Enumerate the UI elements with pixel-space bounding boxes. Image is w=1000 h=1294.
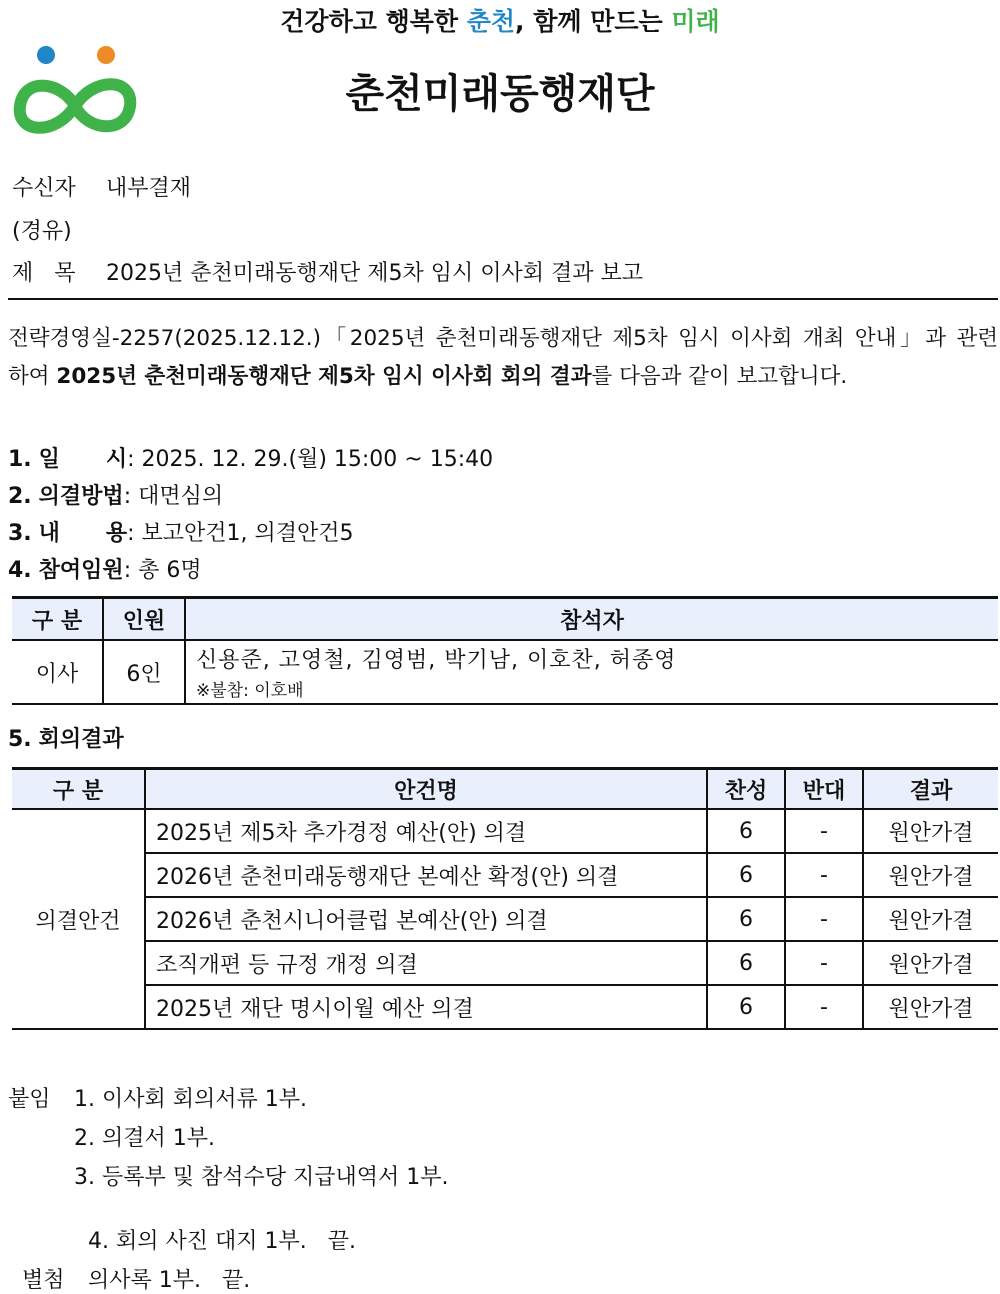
recipient-label: 수신자 bbox=[12, 176, 76, 201]
attachment-row-2 bbox=[74, 1121, 215, 1152]
agenda-no: - bbox=[785, 897, 863, 941]
agenda-result: 원안가결 bbox=[863, 809, 998, 853]
agenda-yes: 6 bbox=[707, 985, 785, 1029]
attendee-count: 6인 bbox=[103, 640, 185, 704]
attachment-item: 1. 이사회 회의서류 1부. bbox=[74, 1087, 307, 1112]
agenda-result: 원안가결 bbox=[863, 853, 998, 897]
item-value: : 총 6명 bbox=[123, 558, 202, 583]
header-no: 반대 bbox=[785, 769, 863, 810]
agenda-result: 원안가결 bbox=[863, 985, 998, 1029]
separate-row bbox=[8, 1238, 250, 1294]
body-line-2-pre: 하여 bbox=[8, 364, 57, 389]
results-heading bbox=[8, 722, 124, 753]
item-number: 4. bbox=[8, 558, 32, 583]
attendees-header-row bbox=[12, 598, 998, 641]
attachment-label: 붙임 bbox=[8, 1087, 51, 1112]
agenda-yes: 6 bbox=[707, 897, 785, 941]
agenda-title: 2026년 춘천미래동행재단 본예산 확정(안) 의결 bbox=[145, 853, 707, 897]
item-number: 1. bbox=[8, 447, 32, 472]
header-divider bbox=[8, 298, 998, 300]
slogan-pre: 건강하고 행복한 bbox=[280, 7, 467, 36]
item-number: 5. bbox=[8, 727, 32, 752]
agenda-title: 2025년 재단 명시이월 예산 의결 bbox=[145, 985, 707, 1029]
table-row bbox=[12, 897, 998, 941]
slogan-chuncheon: 춘천 bbox=[466, 7, 516, 36]
recipient-row bbox=[12, 171, 191, 202]
table-row bbox=[12, 941, 998, 985]
attendee-names: 신용준, 고영철, 김영범, 박기남, 이호찬, 허종영 bbox=[196, 648, 677, 673]
item-label: 참여임원 bbox=[38, 558, 124, 583]
item-value: : 대면심의 bbox=[123, 484, 224, 509]
agenda-yes: 6 bbox=[707, 809, 785, 853]
header-agenda: 안건명 bbox=[145, 769, 707, 810]
results-table bbox=[12, 767, 998, 1030]
separate-value: 의사록 1부. 끝. bbox=[88, 1268, 251, 1293]
agenda-yes: 6 bbox=[707, 853, 785, 897]
item-value: : 보고안건1, 의결안건5 bbox=[127, 521, 354, 546]
agenda-no: - bbox=[785, 809, 863, 853]
item-datetime bbox=[8, 442, 493, 473]
attendees-table bbox=[12, 596, 998, 705]
item-content bbox=[8, 516, 354, 547]
body-line-2 bbox=[8, 358, 998, 396]
absent-note: ※불참: 이호배 bbox=[196, 681, 304, 701]
table-row bbox=[12, 985, 998, 1029]
body-line-2-bold: 2025년 춘천미래동행재단 제5차 임시 이사회 회의 결과 bbox=[56, 364, 592, 389]
slogan bbox=[0, 2, 1000, 38]
results-header-row bbox=[12, 769, 998, 810]
attachment-item: 4. 회의 사진 대지 1부. 끝. bbox=[88, 1229, 356, 1254]
agenda-result: 원안가결 bbox=[863, 941, 998, 985]
slogan-mid: , 함께 만드는 bbox=[515, 7, 672, 36]
foundation-logo-icon bbox=[10, 38, 140, 138]
attendee-category: 이사 bbox=[12, 640, 103, 704]
item-participants bbox=[8, 553, 202, 584]
body-line-1: 전략경영실-2257(2025.12.12.)「2025년 춘천미래동행재단 제5차 임시 이사회 개최 안내」과 관련 bbox=[8, 326, 998, 351]
item-value: : 2025. 12. 29.(월) 15:00 ~ 15:40 bbox=[127, 447, 494, 472]
agenda-no: - bbox=[785, 985, 863, 1029]
agenda-title: 2025년 제5차 추가경정 예산(안) 의결 bbox=[145, 809, 707, 853]
agenda-result: 원안가결 bbox=[863, 897, 998, 941]
item-label: 회의결과 bbox=[38, 727, 124, 752]
via-row bbox=[12, 214, 72, 245]
item-label: 내 용 bbox=[38, 521, 128, 546]
agenda-title: 조직개편 등 규정 개정 의결 bbox=[145, 941, 707, 985]
header-category: 구 분 bbox=[12, 598, 103, 641]
org-name: 춘천미래동행재단 bbox=[345, 71, 655, 117]
table-row bbox=[12, 809, 998, 853]
item-number: 2. bbox=[8, 484, 32, 509]
item-label: 일 시 bbox=[38, 447, 128, 472]
results-category: 의결안건 bbox=[12, 809, 145, 1029]
item-number: 3. bbox=[8, 521, 32, 546]
body-paragraph bbox=[8, 320, 998, 396]
attachment-item: 2. 의결서 1부. bbox=[74, 1126, 215, 1151]
subject-row bbox=[12, 256, 643, 287]
separate-label: 별첨 bbox=[22, 1268, 65, 1293]
item-label: 의결방법 bbox=[38, 484, 124, 509]
attachment-item: 3. 등록부 및 참석수당 지급내역서 1부. bbox=[74, 1165, 449, 1190]
subject-value: 2025년 춘천미래동행재단 제5차 임시 이사회 결과 보고 bbox=[106, 261, 643, 286]
agenda-no: - bbox=[785, 941, 863, 985]
header-count: 인원 bbox=[103, 598, 185, 641]
slogan-future: 미래 bbox=[671, 7, 720, 36]
table-row bbox=[12, 853, 998, 897]
body-line-2-post: 를 다음과 같이 보고합니다. bbox=[591, 364, 848, 389]
via-label: (경유) bbox=[12, 219, 72, 244]
header-category: 구 분 bbox=[12, 769, 145, 810]
subject-label: 제 목 bbox=[12, 261, 76, 286]
attachment-row-1 bbox=[8, 1082, 307, 1113]
item-method bbox=[8, 479, 223, 510]
agenda-yes: 6 bbox=[707, 941, 785, 985]
agenda-title: 2026년 춘천시니어클럽 본예산(안) 의결 bbox=[145, 897, 707, 941]
attachment-row-3 bbox=[74, 1160, 448, 1191]
header-attendees: 참석자 bbox=[185, 598, 998, 641]
agenda-no: - bbox=[785, 853, 863, 897]
recipient-value: 내부결재 bbox=[106, 176, 192, 201]
header-result: 결과 bbox=[863, 769, 998, 810]
table-row bbox=[12, 640, 998, 704]
header-yes: 찬성 bbox=[707, 769, 785, 810]
attendee-names-cell bbox=[185, 640, 998, 704]
